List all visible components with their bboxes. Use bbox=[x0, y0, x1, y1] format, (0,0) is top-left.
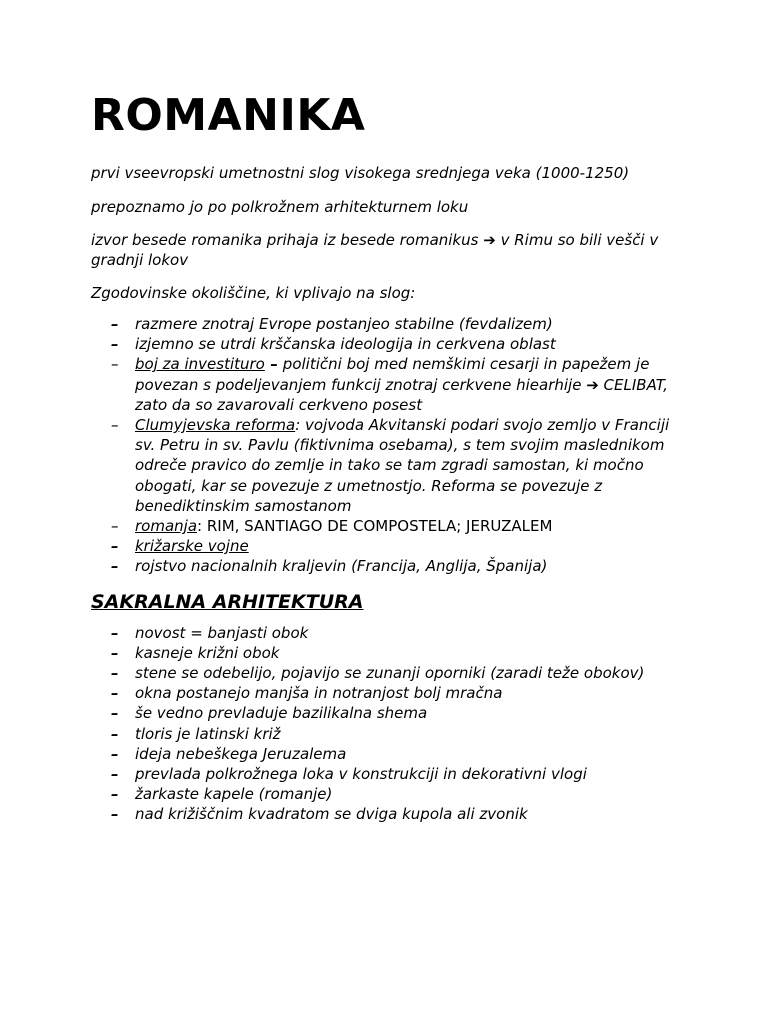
bullet-dash: – bbox=[111, 744, 119, 763]
list-item-text-cont: CELIBAT, zato da so zavarovali cerkveno posest bbox=[135, 375, 668, 414]
bullet-dash: – bbox=[111, 765, 119, 784]
list-item bbox=[91, 516, 691, 536]
list-item-text: okna postanejo manjša in notranjost bolj mračna bbox=[135, 684, 503, 703]
list-item-text: vojvoda Akvitanski podari svojo zemljo v Franciji sv. Petru in sv. Pavlu (fiktivnima osebama), s tem svojim maslednikom odreče pravico do zemlje in tako se tam zgradi samostan, ki močno obogati, kar se povezuje z umetnostjo. Reforma se povezuje z benediktinskim samostanom bbox=[135, 416, 670, 515]
list-item bbox=[91, 536, 691, 556]
list-item bbox=[91, 334, 691, 354]
bullet-dash: – bbox=[111, 416, 119, 435]
etymology-text: izvor besede romanika prihaja iz besede romanikus bbox=[91, 231, 479, 249]
term-separator: – bbox=[264, 355, 283, 374]
bullet-dash: – bbox=[111, 335, 119, 354]
list-item bbox=[91, 314, 691, 334]
etymology-text-cont: v Rimu so bili vešči v gradnji lokov bbox=[91, 231, 659, 269]
bullet-dash: – bbox=[111, 684, 119, 703]
list-item bbox=[91, 764, 691, 784]
list-item bbox=[91, 744, 691, 764]
list-item-text: izjemno se utrdi krščanska ideologija in cerkvena oblast bbox=[135, 335, 556, 354]
list-item-text: RIM, SANTIAGO DE COMPOSTELA; JERUZALEM bbox=[206, 517, 553, 536]
bullet-dash: – bbox=[111, 557, 119, 576]
list-item-text: prevlada polkrožnega loka v konstrukciji in dekorativni vlogi bbox=[135, 765, 587, 784]
list-item-text: rojstvo nacionalnih kraljevin (Francija, Anglija, Španija) bbox=[135, 557, 548, 576]
bullet-dash: – bbox=[111, 623, 119, 642]
list-item-text: križarske vojne bbox=[135, 537, 249, 556]
intro-etymology bbox=[91, 230, 691, 270]
list-item bbox=[91, 804, 691, 824]
list-item-text: stene se odebelijo, pojavijo se zunanji oporniki (zaradi teže obokov) bbox=[135, 664, 645, 683]
circumstances-list bbox=[91, 314, 691, 577]
term-pilgrimage: romanja bbox=[135, 517, 198, 536]
bullet-dash: – bbox=[111, 724, 119, 743]
list-item bbox=[91, 784, 691, 804]
term-separator: : bbox=[295, 416, 306, 435]
architecture-list bbox=[91, 623, 691, 825]
list-item-text: nad križiščnim kvadratom se dviga kupola ali zvonik bbox=[135, 805, 528, 824]
bullet-dash: – bbox=[111, 315, 119, 333]
list-item bbox=[91, 556, 691, 576]
bullet-dash: – bbox=[111, 664, 119, 683]
bullet-dash: – bbox=[111, 537, 119, 556]
bullet-dash: – bbox=[111, 805, 119, 824]
list-item bbox=[91, 724, 691, 744]
bullet-dash: – bbox=[111, 785, 119, 804]
list-item bbox=[91, 643, 691, 663]
term-cluny-reform: Clumyjevska reforma bbox=[135, 416, 296, 435]
list-item-text: politični boj med nemškimi cesarji in papežem je povezan s podeljevanjem funkcij znotraj cerkvene hiearhije bbox=[135, 355, 650, 394]
bullet-dash: – bbox=[111, 643, 119, 662]
arrow-right-icon: ➔ bbox=[483, 231, 496, 249]
term-separator: : bbox=[197, 517, 207, 536]
arrow-right-icon: ➔ bbox=[586, 375, 599, 394]
list-item-text: še vedno prevladuje bazilikalna shema bbox=[135, 704, 428, 723]
term-investiture: boj za investituro bbox=[135, 355, 265, 374]
list-item bbox=[91, 683, 691, 703]
list-item bbox=[91, 663, 691, 683]
list-item-text: ideja nebeškega Jeruzalema bbox=[135, 744, 347, 763]
intro-recognition: prepoznamo jo po polkrožnem arhitekturnem loku bbox=[91, 198, 469, 216]
page-title: ROMANIKA bbox=[91, 90, 366, 141]
list-item-text: kasneje križni obok bbox=[135, 643, 280, 662]
document-page bbox=[91, 90, 691, 825]
list-item-text: tloris je latinski križ bbox=[135, 724, 281, 743]
list-item bbox=[91, 623, 691, 643]
list-item-text: žarkaste kapele (romanje) bbox=[135, 785, 333, 804]
list-item bbox=[91, 354, 691, 415]
list-item bbox=[91, 703, 691, 723]
bullet-dash: – bbox=[111, 517, 119, 536]
bullet-dash: – bbox=[111, 704, 119, 723]
bullet-dash: – bbox=[111, 355, 119, 374]
intro-definition: prvi vseevropski umetnostni slog visokega srednjega veka (1000-1250) bbox=[91, 164, 630, 182]
list-item-text: razmere znotraj Evrope postanjeo stabilne (fevdalizem) bbox=[135, 315, 553, 333]
list-item bbox=[91, 415, 691, 516]
circumstances-heading: Zgodovinske okoliščine, ki vplivajo na slog: bbox=[91, 284, 416, 302]
list-item-text: novost = banjasti obok bbox=[135, 623, 309, 642]
section-heading-sacral-architecture: SAKRALNA ARHITEKTURA bbox=[91, 590, 364, 613]
